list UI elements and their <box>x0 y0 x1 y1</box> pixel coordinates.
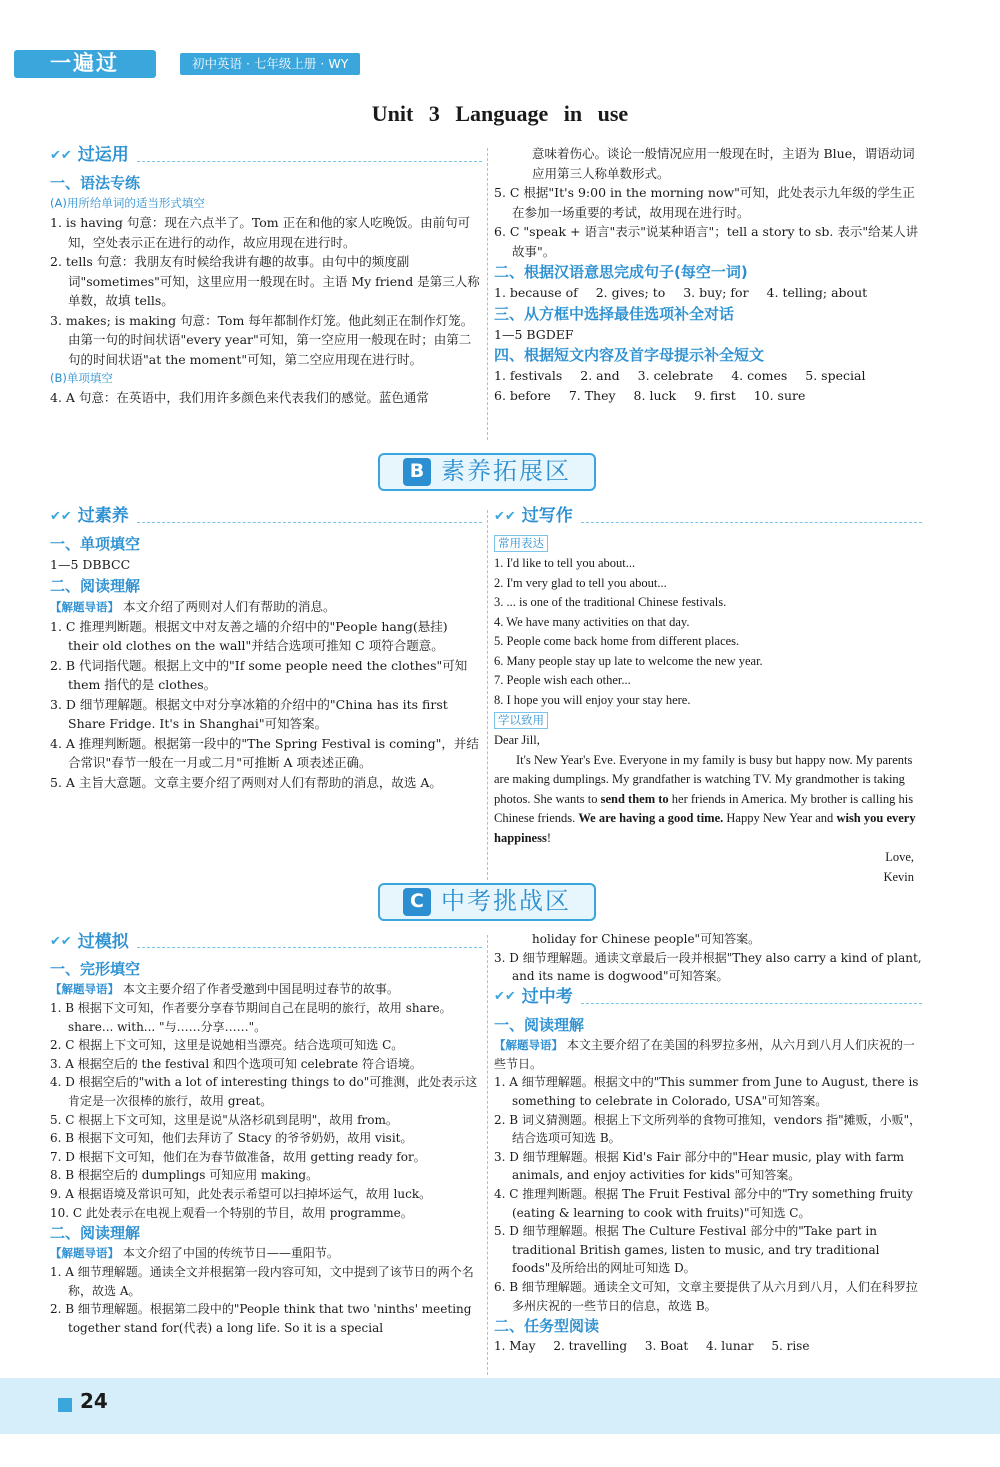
check-icon: ✔✔ <box>50 509 72 525</box>
answer-row: 1—5 BGDEF <box>494 326 574 342</box>
answer-item: 3. D 细节理解题。通读文章最后一段并根据"They also carry a kind of plant, and its name is dogwood"可知答案。 <box>494 950 922 984</box>
check-icon: ✔✔ <box>494 989 516 1005</box>
answer-item: 10. C 此处表示在电视上观看一个特别的节目，故用 programme。 <box>50 1205 413 1220</box>
list-item: 6. Many people stay up late to welcome the new year. <box>494 653 763 668</box>
letter-greeting: Dear Jill, <box>494 733 540 747</box>
answer-item: 4. D 根据空后的"with a lot of interesting things to do"可推测，此处表示这肯定是一次很棒的旅行，故用 great。 <box>50 1075 478 1108</box>
right-top-column <box>494 144 922 405</box>
answer-item: 5. C 根据上下文可知，这里是说"从洛杉矶到昆明"，故用 from。 <box>50 1112 398 1127</box>
answer-item: 4. A 句意：在英语中，我们用许多颜色来代表我们的感觉。蓝色通常 <box>50 390 429 405</box>
answer-item: 2. B 词义猜测题。根据上下文所列举的食物可推知，vendors 指"摊贩，小贩"，结合选项可知选 B。 <box>494 1112 922 1146</box>
subsection-title: 一、完形填空 <box>50 960 141 978</box>
answer-row: 1—5 DBBCC <box>50 557 131 572</box>
list-item: 5. People come back home from different places. <box>494 634 740 648</box>
answer-item: 5. D 细节理解题。根据 The Culture Festival 部分中的"Take part in traditional British games, listen to music, and try traditional foods"及所给出的网址可知选 D。 <box>494 1224 880 1276</box>
answer-item: 1. is having 句意：现在六点半了。Tom 正在和他的家人吃晚饭。由前句可知，空处表示正在进行的动作，故应用现在进行时。 <box>50 215 471 250</box>
right-mid-column <box>494 505 922 887</box>
brand-logo: 一遍过 <box>14 50 156 78</box>
check-icon: ✔✔ <box>50 148 72 164</box>
section-header: ✔✔ 过模拟 <box>50 930 482 954</box>
column-divider <box>487 148 488 440</box>
page-number: 24 <box>80 1389 108 1413</box>
dashed-rule <box>137 150 482 162</box>
list-item: 2. I'm very glad to tell you about... <box>494 575 667 590</box>
answer-item: 5. C 根据"It's 9:00 in the morning now"可知，此处表示九年级的学生正在参加一场重要的考试，故用现在进行时。 <box>494 185 915 220</box>
answer-item: 1. B 根据下文可知，作者要分享春节期间自己在昆明的旅行，故用 share。share... with... "与……分享……"。 <box>50 1001 452 1034</box>
tag-label: 常用表达 <box>494 535 548 552</box>
answer-item: 6. C "speak + 语言"表示"说某种语言"；tell a story to sb. 表示"给某人讲故事"。 <box>494 224 919 259</box>
column-divider <box>487 510 488 880</box>
subsection-title: 一、语法专练 <box>50 174 141 192</box>
subsection-title: 二、阅读理解 <box>50 576 141 595</box>
dashed-rule <box>137 936 482 948</box>
answer-row: 1. festivals 2. and 3. celebrate 4. comes 5. special <box>494 368 866 383</box>
answer-item: 5. A 主旨大意题。文章主要介绍了两则对人们有帮助的消息，故选 A。 <box>50 774 442 790</box>
letter-body: It's New Year's Eve. Everyone in my family is busy but happy now. My parents are making dumplings. My grandfather is watching TV. My grandmother is taking photos. She wants to send them to her friends in America. My brother is calling his Chinese friends. We are having a good time. Happy New Year and wish you every happiness! <box>494 752 916 845</box>
guide-line: 【解题导语】 本文主要介绍了作者受邀到中国昆明过春节的故事。 <box>50 982 399 996</box>
part-label: (A)用所给单词的适当形式填空 <box>50 196 205 210</box>
part-label: (B)单项填空 <box>50 371 113 385</box>
subsection-title: 一、阅读理解 <box>494 1015 585 1034</box>
guide-line: 【解题导语】 本文介绍了两则对人们有帮助的消息。 <box>50 598 336 614</box>
book-label: 初中英语 · 七年级上册 · WY <box>180 53 360 75</box>
banner-title: 素养拓展区 <box>441 457 571 486</box>
answer-item: 1. C 推理判断题。根据文中对友善之墙的介绍中的"People hang(悬挂) their old clothes on the wall"并结合选项可推知 C 项符合题意。 <box>50 618 448 653</box>
answer-item: 9. A 根据语境及常识可知，此处表示希望可以扫掉坏运气，故用 luck。 <box>50 1186 432 1201</box>
section-header: ✔✔ 过中考 <box>494 986 922 1010</box>
subsection-title: 二、任务型阅读 <box>494 1317 600 1336</box>
answer-item: 6. B 细节理解题。通读全文可知，文章主要提供了从六月到八月，人们在科罗拉多州庆祝的一些节日的信息，故选 B。 <box>494 1279 918 1313</box>
answer-item: 2. B 细节理解题。根据第二段中的"People think that two 'ninths' meeting together stand for(代表) a long life. So it is a special <box>50 1302 472 1335</box>
section-header: ✔✔ 过写作 <box>494 505 922 529</box>
page-title: Unit 3 Language in use <box>371 101 629 126</box>
sample-letter <box>494 731 922 887</box>
answer-item: 4. C 推理判断题。根据 The Fruit Festival 部分中的"Try something fruity (eating & learning to cook with fruits)"可知选 C。 <box>494 1186 913 1220</box>
answer-item: 1. A 细节理解题。通读全文并根据第一段内容可知，文中提到了该节日的两个名称，故选 A。 <box>50 1265 474 1298</box>
dashed-rule <box>137 511 482 523</box>
section-header: ✔✔ 过素养 <box>50 505 482 529</box>
list-item: 3. ... is one of the traditional Chinese festivals. <box>494 595 727 609</box>
subsection-title: 三、从方框中选择最佳选项补全对话 <box>494 304 735 323</box>
section-header: ✔✔ 过运用 <box>50 144 482 168</box>
check-icon: ✔✔ <box>494 509 516 525</box>
answer-item: 2. C 根据上下文可知，这里是说她相当漂亮。结合选项可知选 C。 <box>50 1038 404 1053</box>
dashed-rule <box>581 511 922 523</box>
expression-list <box>494 554 922 710</box>
left-top-column <box>50 144 482 408</box>
section-banner-b <box>378 453 596 491</box>
left-bottom-column <box>50 930 482 1338</box>
answer-item: 2. B 代词指代题。根据上文中的"If some people need the clothes"可知 them 指代的是 clothes。 <box>50 657 468 692</box>
subsection-title: 二、阅读理解 <box>50 1224 141 1243</box>
tag-label: 学以致用 <box>494 712 548 729</box>
answer-item: 7. D 根据下文可知，他们在为春节做准备，故用 getting ready for。 <box>50 1149 426 1164</box>
list-item: 7. People wish each other... <box>494 673 631 687</box>
page-header <box>14 50 360 78</box>
subsection-title: 一、单项填空 <box>50 535 141 553</box>
dashed-rule <box>581 992 922 1004</box>
answer-item: 3. D 细节理解题。根据 Kid's Fair 部分中的"Hear music, play with farm animals, and enjoy activities for kids"可知答案。 <box>494 1149 905 1183</box>
subsection-title: 二、根据汉语意思完成句子(每空一词) <box>494 263 748 281</box>
banner-title: 中考挑战区 <box>441 887 571 916</box>
answer-continuation: holiday for Chinese people"可知答案。 <box>532 932 761 946</box>
answer-item: 6. B 根据下文可知，他们去拜访了 Stacy 的爷爷奶奶，故用 visit。 <box>50 1131 413 1146</box>
answer-row: 1. because of 2. gives; to 3. buy; for 4. telling; about <box>494 285 868 300</box>
letter-signature: Kevin <box>883 869 914 884</box>
column-divider <box>487 935 488 1375</box>
banner-letter: C <box>403 888 431 916</box>
answer-row: 1. May 2. travelling 3. Boat 4. lunar 5. rise <box>494 1339 810 1354</box>
guide-line: 【解题导语】 本文主要介绍了在美国的科罗拉多州，从六月到八月人们庆祝的一些节日。 <box>494 1037 915 1071</box>
guide-line: 【解题导语】 本文介绍了中国的传统节日——重阳节。 <box>50 1246 339 1261</box>
answer-item: 1. A 细节理解题。根据文中的"This summer from June to August, there is something to celebrate in Colorado, USA"可知答案。 <box>494 1075 919 1108</box>
banner-letter: B <box>403 458 431 486</box>
answer-item: 3. D 细节理解题。根据文中对分享冰箱的介绍中的"China has its first Share Fridge. It's in Shanghai"可知答案。 <box>50 696 448 731</box>
left-mid-column <box>50 505 482 792</box>
answer-row: 6. before 7. They 8. luck 9. first 10. sure <box>494 387 806 403</box>
right-bottom-column <box>494 930 922 1356</box>
answer-item: 3. A 根据空后的 the festival 和四个选项可知 celebrate 符合语境。 <box>50 1056 422 1071</box>
answer-item: 3. makes; is making 句意：Tom 每年都制作灯笼。他此刻正在制作灯笼。由第一句的时间状语"every year"可知，第一空应用一般现在时；由第二句的时间状语"at the moment"可知，第二空应用现在进行时。 <box>50 312 474 367</box>
list-item: 8. I hope you will enjoy your stay here. <box>494 692 691 707</box>
answer-item: 4. A 推理判断题。根据第一段中的"The Spring Festival is coming"，并结合常识"春节一般在一月或二月"可推断 A 项表述正确。 <box>50 735 479 770</box>
list-item: 1. I'd like to tell you about... <box>494 556 636 570</box>
answer-item: 2. tells 句意：我朋友有时候给我讲有趣的故事。由句中的频度副词"sometimes"可知，这里应用一般现在时。主语 My friend 是第三人称单数，故填 tells。 <box>50 254 480 308</box>
section-banner-c <box>378 883 596 921</box>
page-footer <box>0 1378 1000 1434</box>
page-marker <box>58 1398 72 1412</box>
answer-item: 8. B 根据空后的 dumplings 可知应用 making。 <box>50 1168 319 1183</box>
answer-continuation: 意味着伤心。谈论一般情况应用一般现在时，主语为 Blue，谓语动词应用第三人称单数形式。 <box>532 146 915 181</box>
letter-closing: Love, <box>885 850 914 864</box>
list-item: 4. We have many activities on that day. <box>494 614 690 629</box>
check-icon: ✔✔ <box>50 933 72 949</box>
subsection-title: 四、根据短文内容及首字母提示补全短文 <box>494 346 765 364</box>
